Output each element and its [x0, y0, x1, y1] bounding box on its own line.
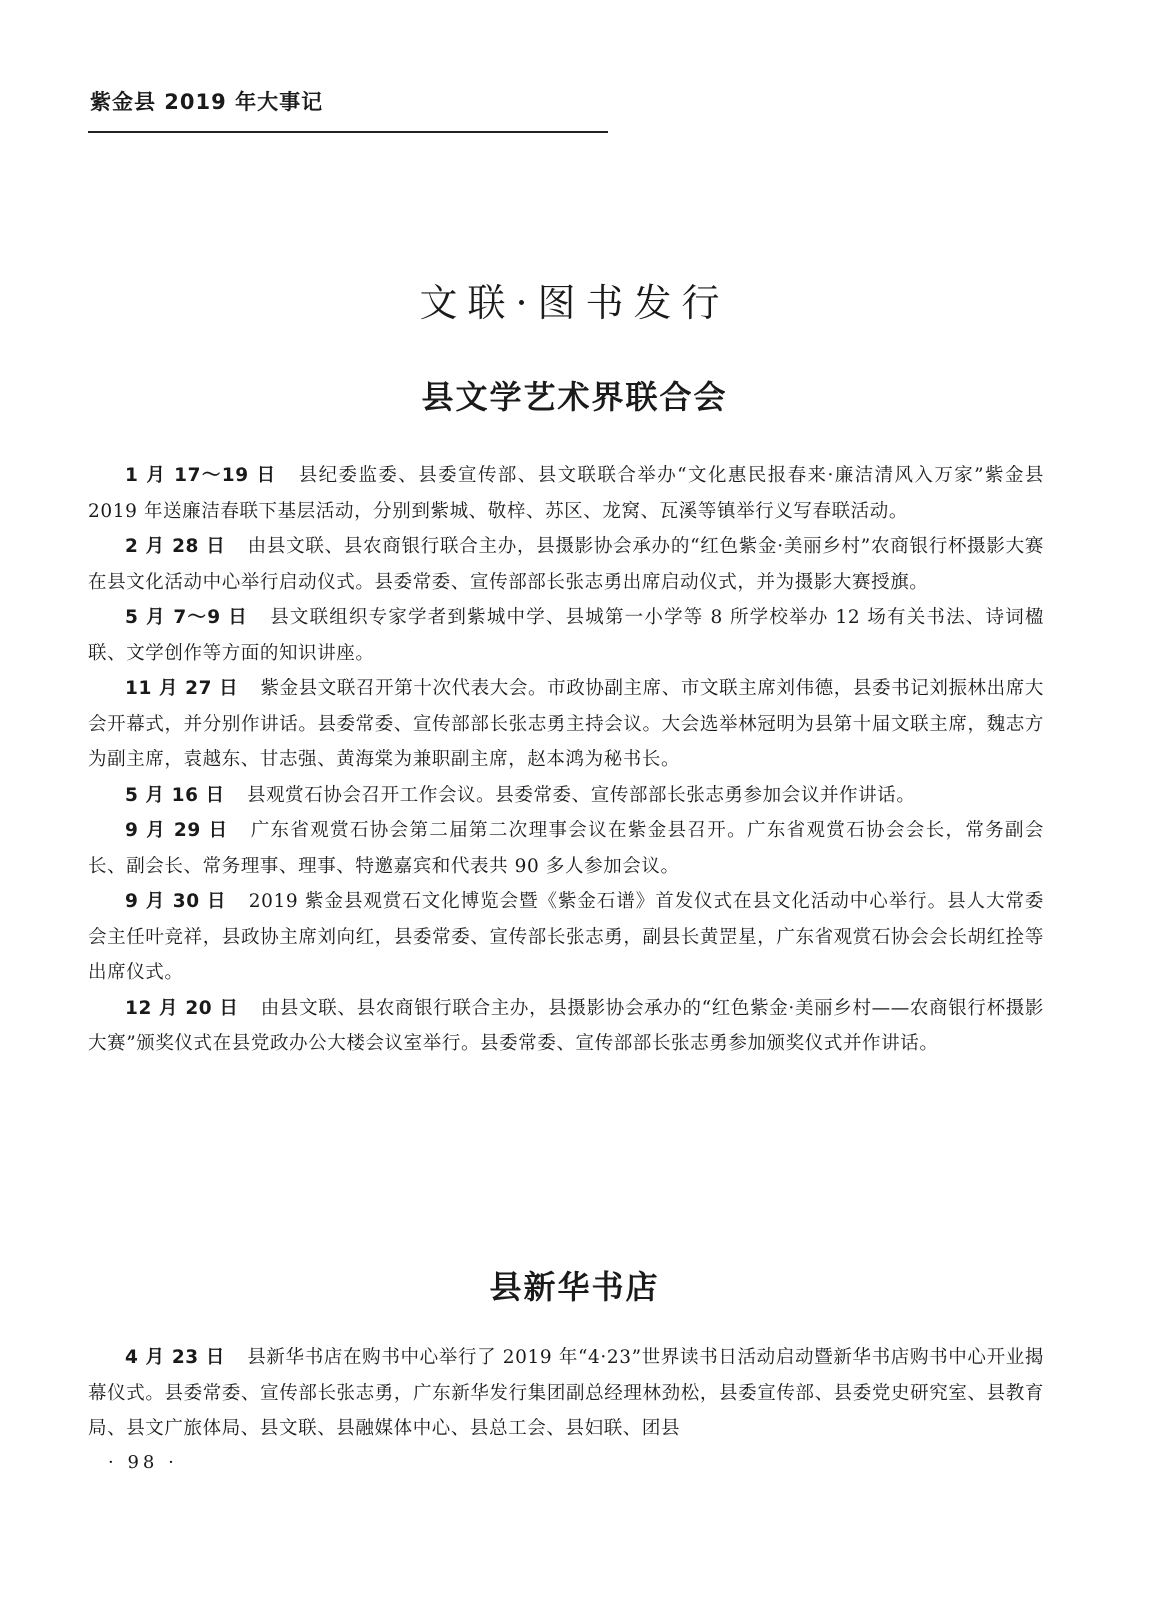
entry-date: 9 月 30 日	[125, 891, 227, 912]
entry-text: 县新华书店在购书中心举行了 2019 年“4·23”世界读书日活动启动暨新华书店购书中心开业揭幕仪式。县委常委、宣传部长张志勇，广东新华发行集团副总经理林劲松，县委宣传部、县委党史研究室、县教育局、县文广旅体局、县文联、县融媒体中心、县总工会、县妇联、团县	[88, 1347, 1044, 1439]
entry-date: 5 月 16 日	[125, 784, 225, 806]
entry-paragraph	[88, 813, 1044, 884]
section-body-xinhua-bookstore	[88, 1340, 1044, 1447]
entry-text: 县文联组织专家学者到紫城中学、县城第一小学等 8 所学校举办 12 场有关书法、诗词楹联、文学创作等方面的知识讲座。	[88, 607, 1044, 664]
running-header: 紫金县 2019 年大事记	[90, 90, 324, 114]
chapter-title: 文联·图书发行	[419, 281, 730, 325]
entry-text: 由县文联、县农商银行联合主办，县摄影协会承办的“红色紫金·美丽乡村”农商银行杯摄影大赛在县文化活动中心举行启动仪式。县委常委、宣传部部长张志勇出席启动仪式，并为摄影大赛授旗。	[88, 536, 1044, 593]
entry-paragraph	[88, 884, 1044, 991]
entry-date: 1 月 17～19 日	[125, 465, 277, 486]
entry-date: 9 月 29 日	[125, 820, 229, 841]
entry-paragraph	[88, 529, 1044, 600]
entry-paragraph	[88, 991, 1044, 1062]
entry-paragraph	[88, 1340, 1044, 1447]
section-title-xinhua-bookstore: 县新华书店	[489, 1268, 660, 1306]
entry-text: 县观赏石协会召开工作会议。县委常委、宣传部部长张志勇参加会议并作讲话。	[246, 784, 916, 806]
entry-paragraph	[88, 600, 1044, 671]
entry-paragraph	[88, 778, 1044, 814]
entry-text: 县纪委监委、县委宣传部、县文联联合举办“文化惠民报春来·廉洁清风入万家”紫金县 2019 年送廉洁春联下基层活动，分别到紫城、敬梓、苏区、龙窝、瓦溪等镇举行义写春联活动。	[88, 465, 1044, 522]
section-title-literary-federation: 县文学艺术界联合会	[421, 378, 728, 416]
entry-text: 由县文联、县农商银行联合主办，县摄影协会承办的“红色紫金·美丽乡村——农商银行杯摄影大赛”颁奖仪式在县党政办公大楼会议室举行。县委常委、宣传部部长张志勇参加颁奖仪式并作讲话。	[88, 997, 1044, 1054]
entry-date: 4 月 23 日	[125, 1347, 226, 1368]
entry-text: 广东省观赏石协会第二届第二次理事会议在紫金县召开。广东省观赏石协会会长，常务副会长、副会长、常务理事、理事、特邀嘉宾和代表共 90 多人参加会议。	[88, 820, 1044, 877]
entry-date: 12 月 20 日	[125, 997, 239, 1019]
page-number: · 98 ·	[108, 1452, 178, 1473]
entry-date: 11 月 27 日	[125, 678, 239, 699]
entry-text: 2019 紫金县观赏石文化博览会暨《紫金石谱》首发仪式在县文化活动中心举行。县人大常委会主任叶竞祥，县政协主席刘向红，县委常委、宣传部长张志勇，副县长黄罡星，广东省观赏石协会会长胡红拴等出席仪式。	[88, 891, 1045, 983]
entry-text: 紫金县文联召开第十次代表大会。市政协副主席、市文联主席刘伟德，县委书记刘振林出席大会开幕式，并分别作讲话。县委常委、宣传部部长张志勇主持会议。大会选举林冠明为县第十届文联主席，魏志方为副主席，袁越东、甘志强、黄海棠为兼职副主席，赵本鸿为秘书长。	[88, 678, 1044, 770]
section-body-literary-federation	[88, 458, 1044, 1062]
entry-date: 5 月 7～9 日	[125, 607, 248, 628]
entry-paragraph	[88, 458, 1044, 529]
header-rule	[88, 131, 608, 133]
entry-date: 2 月 28 日	[125, 536, 226, 557]
entry-paragraph	[88, 671, 1044, 778]
